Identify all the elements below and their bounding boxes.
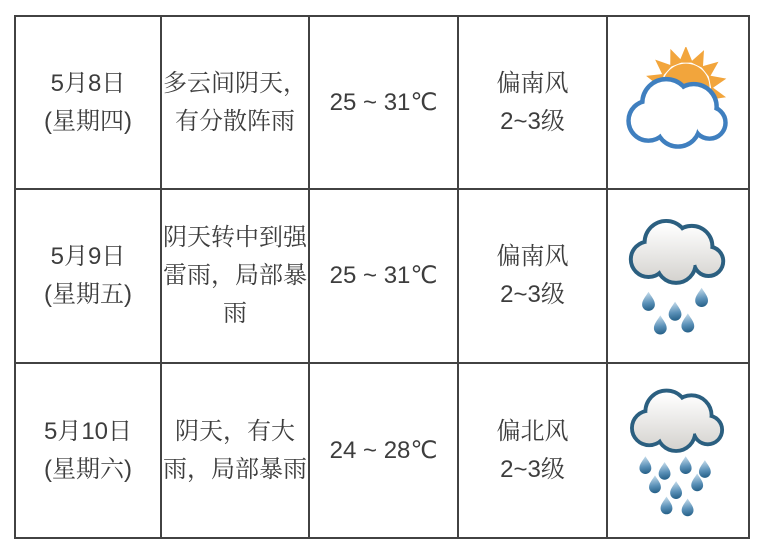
weekday-text: (星期五) — [44, 281, 132, 308]
rain-icon — [619, 210, 737, 342]
weekday-text: (星期六) — [44, 455, 132, 483]
wind-direction-text: 偏南风 — [496, 69, 569, 97]
wind-level-text: 2~3级 — [500, 455, 565, 483]
date-cell — [15, 16, 161, 189]
date-cell — [15, 189, 161, 363]
temperature-cell — [309, 189, 458, 363]
wind-direction-text: 偏北风 — [496, 417, 569, 445]
temperature-text: 25 ~ 31℃ — [329, 262, 438, 289]
temperature-cell — [309, 363, 458, 538]
date-text: 5月9日 — [50, 243, 126, 270]
partly-cloudy-icon — [613, 47, 743, 159]
weather-description-cell — [161, 363, 309, 538]
date-cell — [15, 363, 161, 538]
table-row — [15, 16, 749, 189]
weather-description-text: 多云间阴天，有分散阵雨 — [163, 69, 307, 135]
weather-forecast-table — [14, 15, 750, 539]
temperature-cell — [309, 16, 458, 189]
wind-cell — [458, 16, 607, 189]
weather-description-text: 阴天，有大雨，局部暴雨 — [163, 417, 307, 483]
date-text: 5月8日 — [50, 69, 126, 97]
weather-icon-cell — [607, 189, 749, 363]
weather-icon-cell — [607, 363, 749, 538]
wind-direction-text: 偏南风 — [496, 243, 569, 270]
temperature-text: 24 ~ 28℃ — [329, 436, 438, 464]
date-text: 5月10日 — [43, 417, 133, 445]
wind-cell — [458, 189, 607, 363]
table-row — [15, 363, 749, 538]
wind-level-text: 2~3级 — [500, 281, 565, 308]
weekday-text: (星期四) — [44, 107, 132, 135]
weather-icon-cell — [607, 16, 749, 189]
weather-description-text: 阴天转中到强雷雨，局部暴雨 — [163, 224, 307, 327]
wind-cell — [458, 363, 607, 538]
wind-level-text: 2~3级 — [500, 107, 565, 135]
weather-description-cell — [161, 16, 309, 189]
temperature-text: 25 ~ 31℃ — [329, 88, 438, 116]
heavy-rain-icon — [620, 380, 736, 522]
weather-description-cell — [161, 189, 309, 363]
table-row — [15, 189, 749, 363]
